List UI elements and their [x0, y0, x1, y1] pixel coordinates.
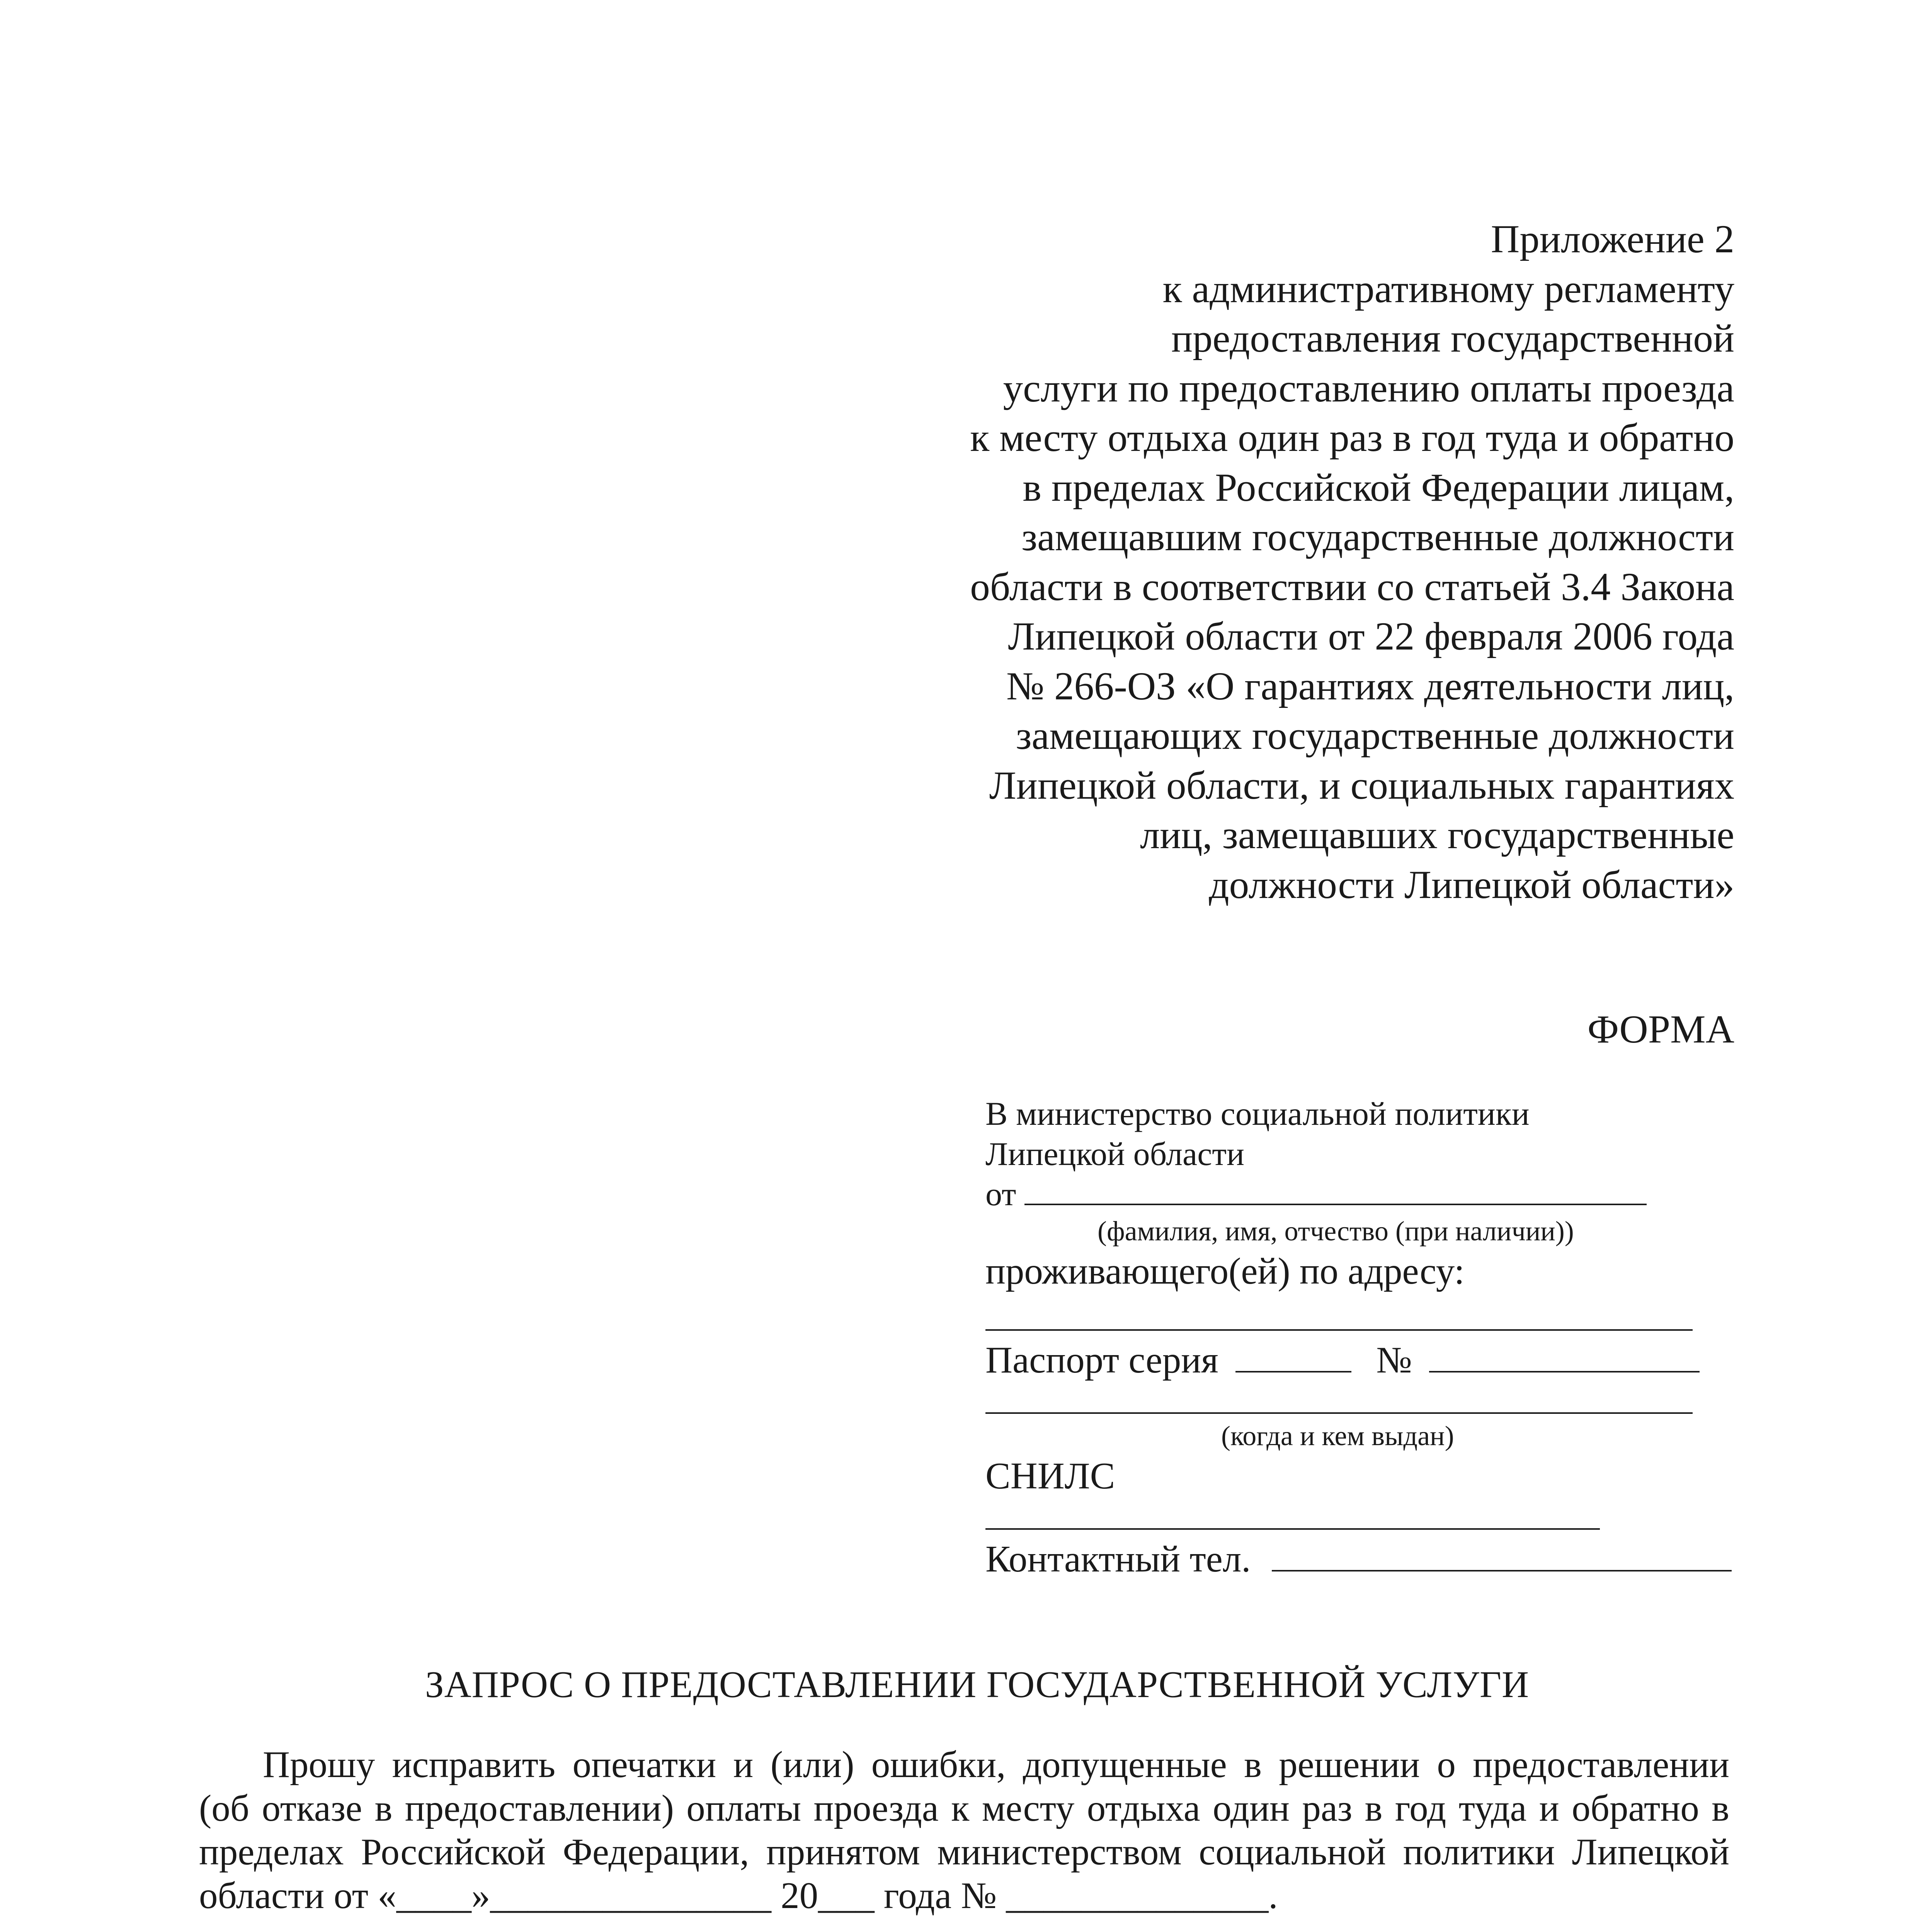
appendix-line: Липецкой области от 22 февраля 2006 года: [1008, 614, 1734, 658]
request-paragraph: [199, 1743, 1729, 1917]
appendix-line: предоставления государственной: [1171, 316, 1734, 361]
appendix-line: к месту отдыха один раз в год туда и обратно: [970, 416, 1734, 460]
passport-issued-field[interactable]: [985, 1412, 1693, 1414]
appendix-line: № 266-ОЗ «О гарантиях деятельности лиц,: [1006, 664, 1734, 708]
snils-label: СНИЛС: [985, 1455, 1115, 1497]
from-row: [985, 1174, 1739, 1214]
form-label: ФОРМА: [1587, 1007, 1734, 1051]
residence-label: проживающего(ей) по адресу:: [985, 1250, 1465, 1292]
addressee-to-line2: Липецкой области: [985, 1135, 1244, 1172]
appendix-line: должности Липецкой области»: [1209, 862, 1734, 907]
passport-number-sign: №: [1376, 1339, 1412, 1381]
appendix-line: к административному регламенту: [1162, 267, 1734, 311]
addressee-to-line1: В министерство социальной политики: [985, 1095, 1530, 1132]
appendix-line: лиц, замещавших государственные: [1140, 813, 1734, 857]
appendix-line: Липецкой области, и социальных гарантиях: [989, 763, 1734, 808]
passport-label: Паспорт серия: [985, 1339, 1218, 1381]
from-label: от: [985, 1175, 1016, 1213]
appendix-header: [730, 214, 1734, 910]
appendix-line: услуги по предоставлению оплаты проезда: [1003, 366, 1734, 410]
address-field[interactable]: [985, 1329, 1693, 1331]
phone-row: [985, 1536, 1732, 1582]
addressee-block: [985, 1094, 1739, 1294]
fio-field[interactable]: [1024, 1203, 1647, 1205]
appendix-line: области в соответствии со статьей 3.4 Закона: [970, 565, 1734, 609]
passport-number-field[interactable]: [1429, 1371, 1700, 1372]
request-title: ЗАПРОС О ПРЕДОСТАВЛЕНИИ ГОСУДАРСТВЕННОЙ УСЛУГИ: [425, 1664, 1530, 1705]
appendix-line: замещающих государственные должности: [1016, 714, 1734, 758]
issued-hint: (когда и кем выдан): [1221, 1420, 1454, 1451]
request-line: (об отказе в предоставлении) оплаты проезда к месту отдыха один раз в год туда и обратно в: [199, 1787, 1729, 1829]
request-line: области от «____»_______________ 20___ года № ______________.: [199, 1875, 1278, 1916]
passport-series-field[interactable]: [1235, 1371, 1351, 1372]
request-line: пределах Российской Федерации, принятом министерством социальной политики Липецкой: [199, 1831, 1729, 1872]
appendix-line: Приложение 2: [1491, 217, 1734, 261]
passport-row: [985, 1337, 1700, 1383]
phone-field[interactable]: [1272, 1570, 1732, 1571]
appendix-line: в пределах Российской Федерации лицам,: [1023, 465, 1734, 510]
snils-field[interactable]: [985, 1528, 1600, 1530]
phone-label: Контактный тел.: [985, 1538, 1251, 1580]
fio-hint: (фамилия, имя, отчество (при наличии)): [1098, 1216, 1574, 1247]
request-line: Прошу исправить опечатки и (или) ошибки, допущенные в решении о предоставлении: [263, 1744, 1729, 1785]
appendix-line: замещавшим государственные должности: [1021, 515, 1734, 559]
